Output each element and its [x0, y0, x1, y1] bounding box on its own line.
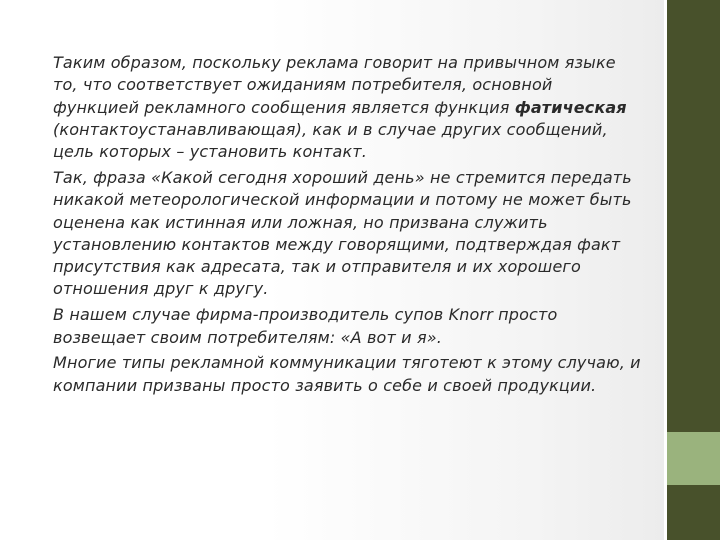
- paragraph-1-bold-term: фатическая: [514, 97, 627, 117]
- paragraph-knorr-example: В нашем случае фирма-производитель супов Knorr просто возвещает своим потребителям: «А вот и я».: [53, 305, 558, 347]
- paragraph-weather-phrase-example: Так, фраза «Какой сегодня хороший день» не стремится передать никакой метеорологической информации и потому не может быть оценена как истинная или ложная, но призвана служить установлению контактов между говорящими, подтверждая факт присутствия как адресата, так и отправителя и их хорошего отношения друг к другу.: [53, 167, 632, 299]
- sidebar-accent-block: [667, 432, 720, 485]
- paragraph-ad-communication: Многие типы рекламной коммуникации тяготеют к этому случаю, и компании призваны просто заявить о себе и своей продукции.: [53, 353, 641, 395]
- paragraph-1-text-after: (контактоустанавливающая), как и в случае других сообщений, цель которых – установить контакт.: [53, 119, 608, 162]
- paragraph-1-text-before: Таким образом, поскольку реклама говорит на привычном языке то, что соответствует ожиданиям потребителя, основной функцией рекламного сообщения является функция: [53, 53, 616, 117]
- slide-text-body: [53, 52, 643, 400]
- paragraph-phatic-function: [53, 52, 643, 163]
